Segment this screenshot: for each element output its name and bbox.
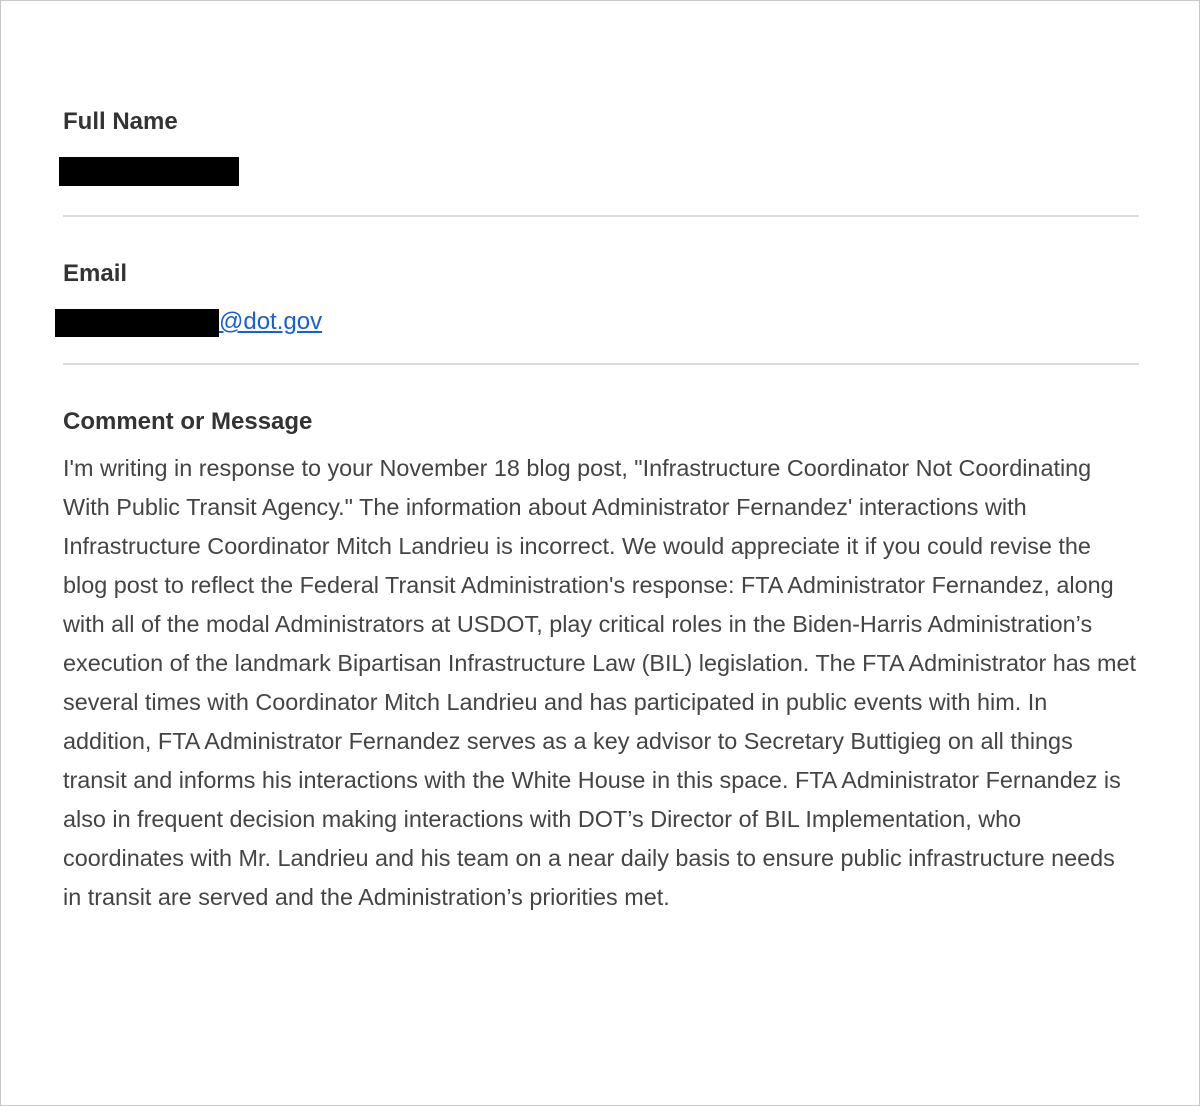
email-value bbox=[63, 305, 1139, 339]
email-label: Email bbox=[63, 260, 128, 287]
full-name-value bbox=[63, 157, 1139, 187]
message-label: Comment or Message bbox=[63, 408, 313, 435]
message-body: I'm writing in response to your November 18 blog post, "Infrastructure Coordinator Not Coordinating With Public Transit Agency." The information about Administrator Fernandez' interactions with Infrastructure Coordinator Mitch Landrieu is incorrect. We would appreciate it if you could revise the blog post to reflect the Federal Transit Administration's response: FTA Administrator Fernandez, along with all of the modal Administrators at USDOT, play critical roles in the Biden-Harris Administration’s execution of the landmark Bipartisan Infrastructure Law (BIL) legislation. The FTA Administrator has met several times with Coordinator Mitch Landrieu and has participated in public events with him. In addition, FTA Administrator Fernandez serves as a key advisor to Secretary Buttigieg on all things transit and informs his interactions with the White House in this space. FTA Administrator Fernandez is also in frequent decision making interactions with DOT’s Director of BIL Implementation, who coordinates with Mr. Landrieu and his team on a near daily basis to ensure public infrastructure needs in transit are served and the Administration’s priorities met. bbox=[63, 455, 1136, 910]
full-name-section bbox=[63, 105, 1139, 187]
section-divider bbox=[63, 363, 1139, 365]
email-section bbox=[63, 257, 1139, 339]
section-divider bbox=[63, 215, 1139, 217]
form-submission-content bbox=[63, 105, 1139, 917]
message-section bbox=[63, 405, 1139, 917]
email-redaction bbox=[55, 309, 219, 337]
full-name-label: Full Name bbox=[63, 108, 178, 135]
full-name-redaction bbox=[59, 157, 239, 186]
email-domain-link[interactable]: @dot.gov bbox=[219, 308, 323, 335]
